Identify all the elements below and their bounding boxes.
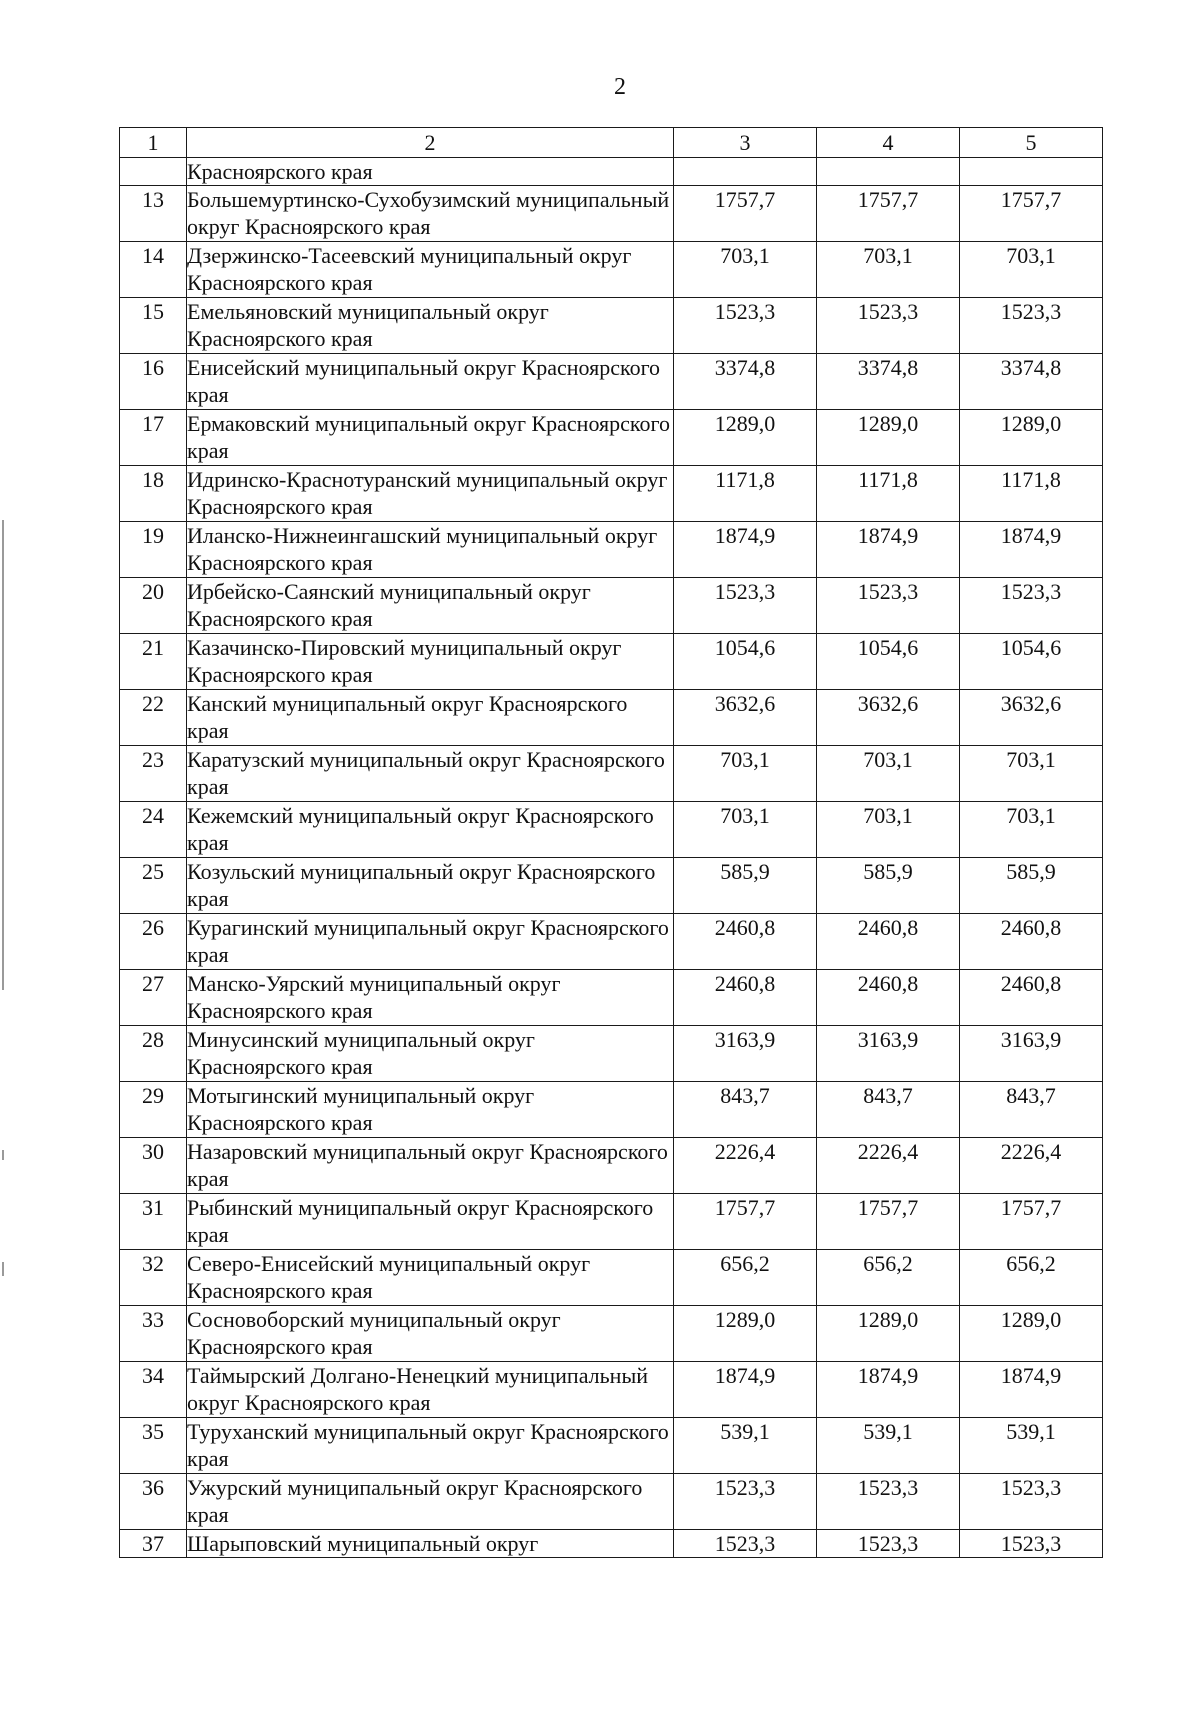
row-number-cell: 14 [120, 242, 187, 298]
value-cell-3: 1523,3 [674, 1474, 817, 1530]
municipality-name-cell: Идринско-Краснотуранский муниципальный округ Красноярского края [187, 466, 674, 522]
value-cell-4: 3163,9 [817, 1026, 960, 1082]
municipality-name-cell: Дзержинско-Тасеевский муниципальный округ Красноярского края [187, 242, 674, 298]
municipality-name-cell: Туруханский муниципальный округ Красноярского края [187, 1418, 674, 1474]
value-cell-5: 3163,9 [960, 1026, 1103, 1082]
value-cell-3: 656,2 [674, 1250, 817, 1306]
value-cell-3: 1171,8 [674, 466, 817, 522]
value-cell-4: 539,1 [817, 1418, 960, 1474]
value-cell-5: 3374,8 [960, 354, 1103, 410]
value-cell-3: 1289,0 [674, 1306, 817, 1362]
row-number-cell: 25 [120, 858, 187, 914]
row-number-cell: 31 [120, 1194, 187, 1250]
column-header-2: 2 [187, 128, 674, 158]
value-cell-5: 703,1 [960, 746, 1103, 802]
continuation-cell: Красноярского края [187, 158, 674, 186]
municipality-name-cell: Иланско-Нижнеингашский муниципальный округ Красноярского края [187, 522, 674, 578]
value-cell-5: 2460,8 [960, 970, 1103, 1026]
value-cell-3: 703,1 [674, 242, 817, 298]
municipality-name-cell: Северо-Енисейский муниципальный округ Красноярского края [187, 1250, 674, 1306]
value-cell-3: 585,9 [674, 858, 817, 914]
row-number-cell: 29 [120, 1082, 187, 1138]
value-cell-4: 1874,9 [817, 522, 960, 578]
row-number-cell: 30 [120, 1138, 187, 1194]
data-table [119, 127, 1103, 1558]
table-row [120, 522, 1103, 578]
value-cell-5: 2226,4 [960, 1138, 1103, 1194]
table-row [120, 690, 1103, 746]
value-cell-4: 2460,8 [817, 914, 960, 970]
value-cell-4: 703,1 [817, 802, 960, 858]
value-cell-4: 703,1 [817, 242, 960, 298]
value-cell-4: 1523,3 [817, 578, 960, 634]
table-row [120, 1362, 1103, 1418]
municipality-name-cell: Сосновоборский муниципальный округ Красноярского края [187, 1306, 674, 1362]
value-cell-5: 1054,6 [960, 634, 1103, 690]
row-number-cell: 35 [120, 1418, 187, 1474]
column-header-4: 4 [817, 128, 960, 158]
row-number-cell: 20 [120, 578, 187, 634]
value-cell-5: 1874,9 [960, 1362, 1103, 1418]
municipality-name-cell: Назаровский муниципальный округ Красноярского края [187, 1138, 674, 1194]
municipality-name-cell: Емельяновский муниципальный округ Красноярского края [187, 298, 674, 354]
value-cell-5: 1523,3 [960, 578, 1103, 634]
row-number-cell: 28 [120, 1026, 187, 1082]
column-header-3: 3 [674, 128, 817, 158]
value-cell-4: 656,2 [817, 1250, 960, 1306]
row-number-cell: 15 [120, 298, 187, 354]
table-row [120, 858, 1103, 914]
row-number-cell: 17 [120, 410, 187, 466]
table-row [120, 578, 1103, 634]
value-cell-3: 1523,3 [674, 578, 817, 634]
value-cell-4: 1757,7 [817, 1194, 960, 1250]
row-number-cell: 33 [120, 1306, 187, 1362]
value-cell-5: 843,7 [960, 1082, 1103, 1138]
value-cell-5: 1523,3 [960, 1530, 1103, 1558]
value-cell-4: 703,1 [817, 746, 960, 802]
column-header-1: 1 [120, 128, 187, 158]
municipality-name-cell: Манско-Уярский муниципальный округ Красноярского края [187, 970, 674, 1026]
value-cell-5: 3632,6 [960, 690, 1103, 746]
row-number-cell: 16 [120, 354, 187, 410]
value-cell-3: 539,1 [674, 1418, 817, 1474]
table-row [120, 1418, 1103, 1474]
value-cell-3: 2226,4 [674, 1138, 817, 1194]
table-row [120, 242, 1103, 298]
value-cell-3: 1874,9 [674, 522, 817, 578]
value-cell-3: 843,7 [674, 1082, 817, 1138]
municipality-name-cell: Кежемский муниципальный округ Красноярского края [187, 802, 674, 858]
row-number-cell: 22 [120, 690, 187, 746]
table-row [120, 1082, 1103, 1138]
table-row [120, 1026, 1103, 1082]
value-cell-3: 2460,8 [674, 914, 817, 970]
row-number-cell: 19 [120, 522, 187, 578]
municipality-name-cell: Минусинский муниципальный округ Красноярского края [187, 1026, 674, 1082]
table-row [120, 634, 1103, 690]
value-cell-5 [960, 158, 1103, 186]
value-cell-3: 1523,3 [674, 298, 817, 354]
table-row [120, 186, 1103, 242]
row-number-cell: 26 [120, 914, 187, 970]
value-cell-5: 539,1 [960, 1418, 1103, 1474]
row-number-cell: 13 [120, 186, 187, 242]
municipality-name-cell: Таймырский Долгано-Ненецкий муниципальный округ Красноярского края [187, 1362, 674, 1418]
scan-edge-mark [2, 1150, 4, 1160]
value-cell-5: 1289,0 [960, 410, 1103, 466]
municipality-name-cell: Канский муниципальный округ Красноярского края [187, 690, 674, 746]
municipality-name-cell: Большемуртинско-Сухобузимский муниципальный округ Красноярского края [187, 186, 674, 242]
table-row [120, 1306, 1103, 1362]
municipality-name-cell: Ужурский муниципальный округ Красноярского края [187, 1474, 674, 1530]
table-row [120, 298, 1103, 354]
table-row [120, 466, 1103, 522]
value-cell-4: 1757,7 [817, 186, 960, 242]
value-cell-5: 1171,8 [960, 466, 1103, 522]
value-cell-4: 2226,4 [817, 1138, 960, 1194]
value-cell-4: 1289,0 [817, 1306, 960, 1362]
table-body [120, 128, 1103, 1558]
municipality-name-cell: Ирбейско-Саянский муниципальный округ Красноярского края [187, 578, 674, 634]
page-number: 2 [614, 74, 626, 100]
municipality-name-cell: Казачинско-Пировский муниципальный округ Красноярского края [187, 634, 674, 690]
value-cell-4: 1054,6 [817, 634, 960, 690]
table-row [120, 914, 1103, 970]
row-number-cell: 21 [120, 634, 187, 690]
value-cell-3: 2460,8 [674, 970, 817, 1026]
table-row [120, 1194, 1103, 1250]
municipality-name-cell: Енисейский муниципальный округ Красноярского края [187, 354, 674, 410]
municipality-name-cell: Мотыгинский муниципальный округ Красноярского края [187, 1082, 674, 1138]
value-cell-3: 1054,6 [674, 634, 817, 690]
municipality-name-cell: Каратузский муниципальный округ Красноярского края [187, 746, 674, 802]
value-cell-3 [674, 158, 817, 186]
table-row [120, 410, 1103, 466]
column-header-5: 5 [960, 128, 1103, 158]
municipality-name-cell: Козульский муниципальный округ Красноярского края [187, 858, 674, 914]
value-cell-4 [817, 158, 960, 186]
row-number-cell: 23 [120, 746, 187, 802]
municipality-name-cell: Курагинский муниципальный округ Красноярского края [187, 914, 674, 970]
value-cell-5: 1523,3 [960, 1474, 1103, 1530]
value-cell-3: 1757,7 [674, 186, 817, 242]
table-row [120, 354, 1103, 410]
value-cell-5: 1289,0 [960, 1306, 1103, 1362]
value-cell-5: 703,1 [960, 802, 1103, 858]
table-row [120, 1474, 1103, 1530]
value-cell-4: 1523,3 [817, 298, 960, 354]
value-cell-3: 1289,0 [674, 410, 817, 466]
municipality-name-cell: Рыбинский муниципальный округ Красноярского края [187, 1194, 674, 1250]
value-cell-5: 656,2 [960, 1250, 1103, 1306]
value-cell-4: 3374,8 [817, 354, 960, 410]
table-row [120, 1138, 1103, 1194]
value-cell-4: 1874,9 [817, 1362, 960, 1418]
value-cell-4: 1523,3 [817, 1474, 960, 1530]
value-cell-4: 843,7 [817, 1082, 960, 1138]
table-row [120, 1250, 1103, 1306]
municipality-name-cell: Ермаковский муниципальный округ Красноярского края [187, 410, 674, 466]
table-row [120, 970, 1103, 1026]
continuation-row [120, 158, 1103, 186]
value-cell-3: 703,1 [674, 802, 817, 858]
value-cell-3: 1874,9 [674, 1362, 817, 1418]
value-cell-5: 1757,7 [960, 186, 1103, 242]
value-cell-4: 1523,3 [817, 1530, 960, 1558]
row-number-cell: 18 [120, 466, 187, 522]
row-number-cell [120, 158, 187, 186]
value-cell-4: 1171,8 [817, 466, 960, 522]
value-cell-5: 2460,8 [960, 914, 1103, 970]
value-cell-4: 585,9 [817, 858, 960, 914]
value-cell-3: 703,1 [674, 746, 817, 802]
value-cell-5: 703,1 [960, 242, 1103, 298]
row-number-cell: 24 [120, 802, 187, 858]
value-cell-5: 1757,7 [960, 1194, 1103, 1250]
value-cell-5: 1523,3 [960, 298, 1103, 354]
table-row [120, 1530, 1103, 1558]
value-cell-3: 3163,9 [674, 1026, 817, 1082]
value-cell-3: 3632,6 [674, 690, 817, 746]
municipality-name-cell: Шарыповский муниципальный округ [187, 1530, 674, 1558]
row-number-cell: 27 [120, 970, 187, 1026]
table-row [120, 746, 1103, 802]
value-cell-5: 1874,9 [960, 522, 1103, 578]
row-number-cell: 37 [120, 1530, 187, 1558]
row-number-cell: 36 [120, 1474, 187, 1530]
value-cell-4: 1289,0 [817, 410, 960, 466]
value-cell-4: 3632,6 [817, 690, 960, 746]
header-row [120, 128, 1103, 158]
value-cell-4: 2460,8 [817, 970, 960, 1026]
value-cell-3: 1523,3 [674, 1530, 817, 1558]
value-cell-3: 1757,7 [674, 1194, 817, 1250]
scan-edge-mark [2, 1262, 4, 1276]
row-number-cell: 34 [120, 1362, 187, 1418]
scan-edge-mark [2, 520, 4, 990]
value-cell-3: 3374,8 [674, 354, 817, 410]
row-number-cell: 32 [120, 1250, 187, 1306]
table-row [120, 802, 1103, 858]
value-cell-5: 585,9 [960, 858, 1103, 914]
